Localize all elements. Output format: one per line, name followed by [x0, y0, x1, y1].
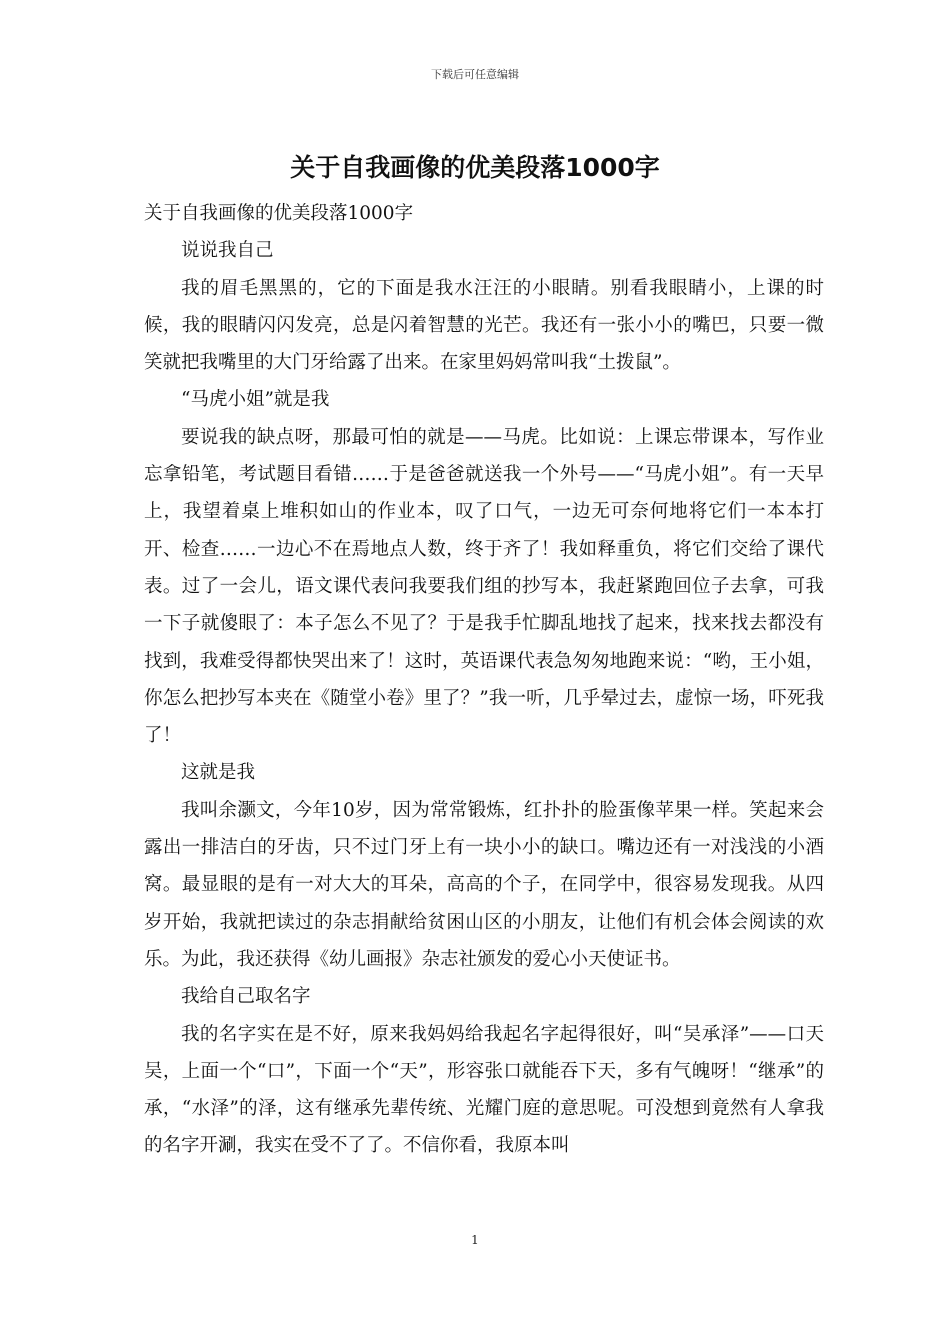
paragraph: 我的眉毛黑黑的，它的下面是我水汪汪的小眼睛。别看我眼睛小，上课的时候，我的眼睛闪闪发亮，总是闪着智慧的光芒。我还有一张小小的嘴巴，只要一微笑就把我嘴里的大门牙给露了出来。在家里妈妈常叫我“土拨鼠”。: [144, 277, 824, 374]
paragraph: 我的名字实在是不好，原来我妈妈给我起名字起得很好，叫“吴承泽”——口天吴，上面一个“口”，下面一个“天”，形容张口就能吞下天，多有气魄呀！“继承”的承，“水泽”的泽，这有继承先辈传统、光耀门庭的意思呢。可没想到竟然有人拿我的名字开涮，我实在受不了了。不信你看，我原本叫: [144, 1023, 824, 1157]
paragraph-subtitle: 关于自我画像的优美段落1000字: [144, 203, 414, 224]
document-body: [144, 195, 824, 1165]
section-heading: 说说我自己: [181, 240, 274, 262]
section-heading: “马虎小姐”就是我: [181, 389, 330, 411]
section-heading: 我给自己取名字: [181, 986, 311, 1008]
paragraph: 要说我的缺点呀，那最可怕的就是——马虎。比如说：上课忘带课本，写作业忘拿铅笔，考试题目看错……于是爸爸就送我一个外号——“马虎小姐”。有一天早上，我望着桌上堆积如山的作业本，叹了口气，一边无可奈何地将它们一本本打开、检查……一边心不在焉地点人数，终于齐了！我如释重负，将它们交给了课代表。过了一会儿，语文课代表问我要我们组的抄写本，我赶紧跑回位子去拿，可我一下子就傻眼了：本子怎么不见了？于是我手忙脚乱地找了起来，找来找去都没有找到，我难受得都快哭出来了！这时，英语课代表急匆匆地跑来说：“哟，王小姐，你怎么把抄写本夹在《随堂小卷》里了？”我一听，几乎晕过去，虚惊一场，吓死我了！: [144, 426, 824, 747]
page-header: 下载后可任意编辑: [431, 68, 519, 81]
page-number: 1: [471, 1233, 479, 1247]
document-title: 关于自我画像的优美段落1000字: [290, 153, 660, 182]
paragraph: 我叫余灏文，今年10岁，因为常常锻炼，红扑扑的脸蛋像苹果一样。笑起来会露出一排洁白的牙齿，只不过门牙上有一块小小的缺口。嘴边还有一对浅浅的小酒窝。最显眼的是有一对大大的耳朵，高高的个子，在同学中，很容易发现我。从四岁开始，我就把读过的杂志捐献给贫困山区的小朋友，让他们有机会体会阅读的欢乐。为此，我还获得《幼儿画报》杂志社颁发的爱心小天使证书。: [144, 799, 824, 970]
section-heading: 这就是我: [181, 762, 256, 784]
